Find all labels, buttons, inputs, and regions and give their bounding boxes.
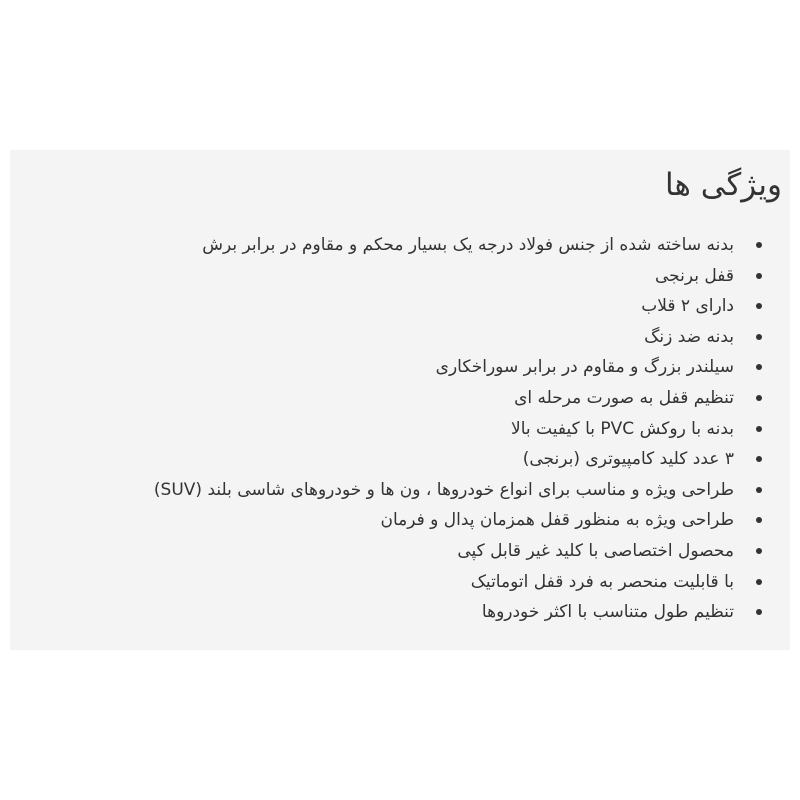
bullet-dot-icon [756, 273, 762, 279]
bullet-dot-icon [756, 487, 762, 493]
bullet-dot-icon [756, 456, 762, 462]
feature-text: بدنه با روکش PVC با کیفیت بالا [511, 418, 734, 439]
feature-item [154, 322, 762, 353]
feature-text: قفل برنجی [655, 265, 734, 286]
feature-text: سیلندر بزرگ و مقاوم در برابر سوراخکاری [435, 357, 734, 378]
feature-item [154, 597, 762, 628]
feature-text: ۳ عدد کلید کامپیوتری (برنجی) [522, 449, 734, 470]
feature-item [154, 352, 762, 383]
bullet-dot-icon [756, 609, 762, 615]
feature-text: تنظیم قفل به صورت مرحله ای [514, 387, 734, 408]
feature-item [154, 536, 762, 567]
feature-text: بدنه ساخته شده از جنس فولاد درجه یک بسیار محکم و مقاوم در برابر برش [202, 235, 734, 255]
bullet-dot-icon [756, 303, 762, 309]
bullet-dot-icon [756, 579, 762, 585]
feature-text: طراحی ویژه به منظور قفل همزمان پدال و فرمان [380, 510, 734, 531]
feature-item [154, 414, 762, 445]
feature-text: محصول اختصاصی با کلید غیر قابل کپی [457, 540, 734, 561]
bullet-dot-icon [756, 517, 762, 523]
feature-text: بدنه ضد زنگ [644, 326, 734, 347]
bullet-dot-icon [756, 548, 762, 554]
bullet-dot-icon [756, 334, 762, 340]
feature-item [154, 291, 762, 322]
features-heading: ویژگی ها [665, 167, 782, 203]
bullet-dot-icon [756, 395, 762, 401]
feature-text: با قابلیت منحصر به فرد قفل اتوماتیک [470, 571, 734, 592]
feature-item [154, 475, 762, 506]
feature-text: دارای ۲ قلاب [641, 296, 734, 317]
feature-item [154, 230, 762, 261]
feature-item [154, 567, 762, 598]
features-list [154, 230, 762, 628]
bullet-dot-icon [756, 364, 762, 370]
feature-item [154, 261, 762, 292]
bullet-dot-icon [756, 242, 762, 248]
bullet-dot-icon [756, 426, 762, 432]
feature-text: تنظیم طول متناسب با اکثر خودروها [481, 602, 734, 623]
feature-item [154, 383, 762, 414]
features-panel [10, 150, 790, 650]
feature-item [154, 505, 762, 536]
feature-item [154, 444, 762, 475]
feature-text: طراحی ویژه و مناسب برای انواع خودروها ، ون ها و خودروهای شاسی بلند (SUV) [153, 479, 734, 500]
